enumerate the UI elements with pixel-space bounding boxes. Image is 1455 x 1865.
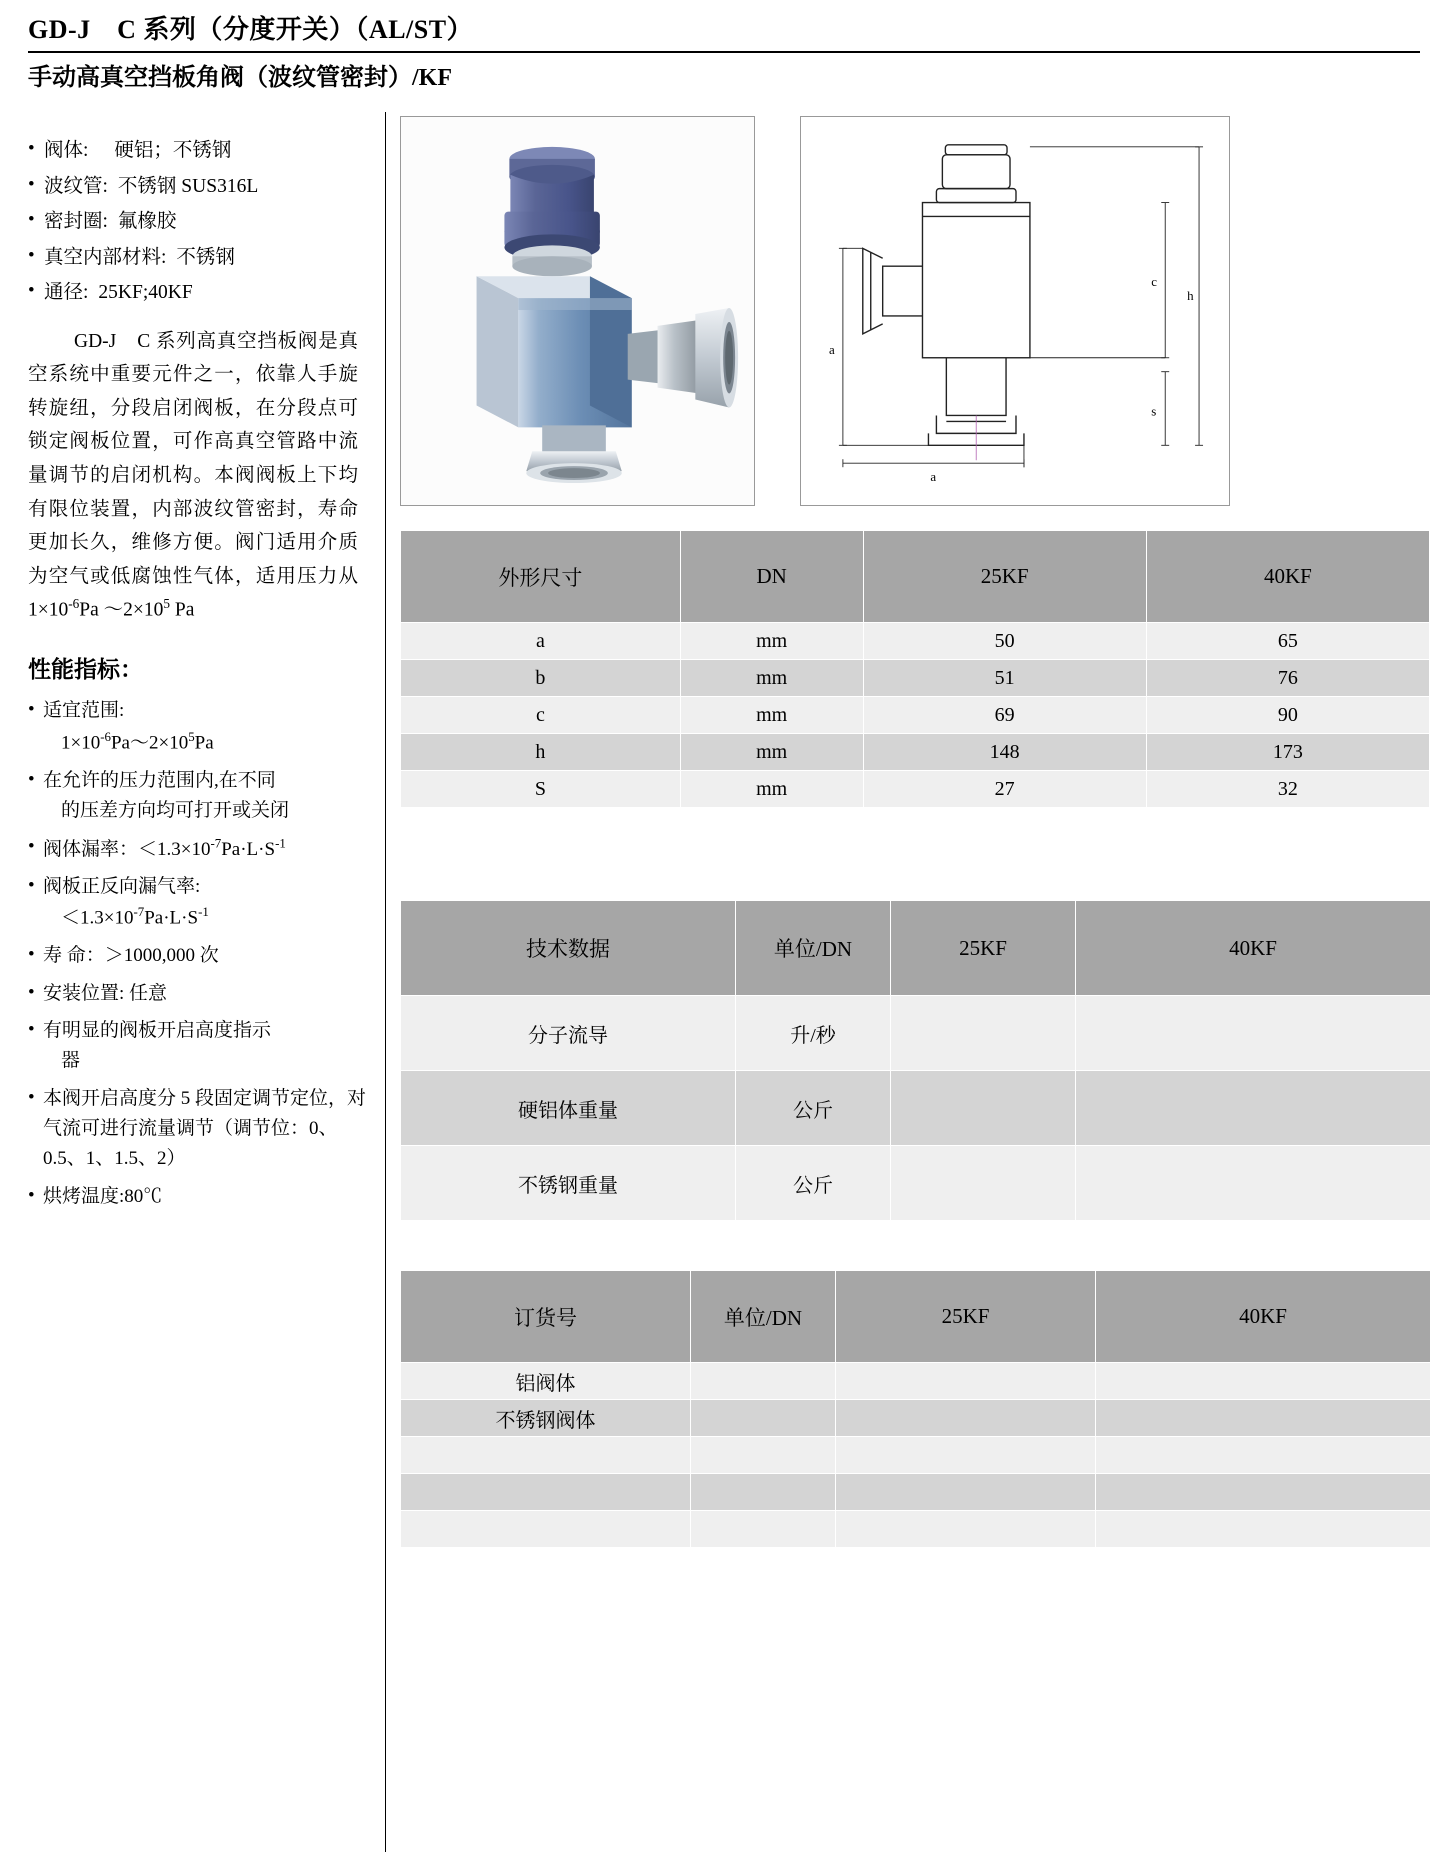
table-row [401,623,1430,660]
product-photo [400,116,755,506]
performance-list [28,696,368,1212]
cell [891,996,1076,1071]
cell: 27 [863,771,1146,808]
cell [1096,1363,1431,1400]
list-item [28,1016,368,1077]
spec-value-4: 25KF;40KF [98,282,193,304]
col-header-0: 外形尺寸 [401,531,681,623]
cell: 90 [1146,697,1429,734]
cell: 32 [1146,771,1429,808]
left-column [28,135,368,1219]
col-header-1: 单位/DN [736,901,891,996]
description-text: GD-J C 系列高真空挡板阀是真空系统中重要元件之一，依靠人手旋转旋纽，分段启闭阀板，在分段点可锁定阀板位置，可作高真空管路中流量调节的启闭机构。本阀阀板上下均有限位装置，内部波纹管密封，寿命更加长久，维修方便。阀门适用介质为空气或低腐蚀性气体，适用压力从 [28,330,358,587]
cell: mm [680,771,863,808]
list-item [28,979,368,1009]
spec-value-1: 不锈钢 SUS316L [117,175,259,197]
cell [1076,1146,1431,1221]
perf-text-6: 有明显的阀板开启高度指示 [43,1019,272,1041]
cell: 173 [1146,734,1429,771]
spec-value-3: 不锈钢 [176,246,235,268]
spec-label-3: 真空内部材料: [44,246,167,268]
title-divider [28,51,1420,53]
table-row [401,1437,1431,1474]
col-header-3: 40KF [1096,1271,1431,1363]
cell: a [401,623,681,660]
cell: b [401,660,681,697]
list-item [28,872,368,934]
cell [691,1511,836,1548]
cell [1076,996,1431,1071]
performance-title: 性能指标： [28,657,143,683]
table-row [401,1146,1431,1221]
perf-text-3: 阀板正反向漏气率: [43,876,201,898]
cell: 不锈钢阀体 [401,1400,691,1437]
cell: 分子流导 [401,996,736,1071]
perf-text-8: 烘烤温度:80℃ [43,1185,163,1207]
list-item [28,1084,368,1175]
perf-text-7: 本阀开启高度分 5 段固定调节定位，对气流可进行流量调节（调节位：0、0.5、1、1.5、2） [43,1087,367,1170]
dim-label-c: c [1151,274,1158,290]
perf-text-5: 安装位置: 任意 [43,982,168,1004]
cell: mm [680,697,863,734]
cell [836,1474,1096,1511]
page-title: GD-J C 系列（分度开关）（AL/ST） [28,15,474,44]
cell [691,1437,836,1474]
table-row [401,1363,1431,1400]
list-item [28,696,368,758]
spec-value-2: 氟橡胶 [117,211,177,233]
list-item [28,242,368,274]
valve-dimension-drawing [801,117,1229,505]
cell: 69 [863,697,1146,734]
table-header-row [401,531,1430,623]
list-item [28,941,368,971]
perf-sub-0: $1\times 10^{-6}Pa\sim 2\times 10^5Pa$ [61,728,214,754]
cell [691,1474,836,1511]
cell: 公斤 [736,1146,891,1221]
cell [836,1511,1096,1548]
cell [891,1071,1076,1146]
table-order-numbers [400,1270,1431,1548]
cell [1096,1400,1431,1437]
cell: mm [680,660,863,697]
dim-label-h: h [1187,288,1194,304]
valve-photo-illustration [401,117,754,505]
column-divider [385,112,386,1852]
cell: h [401,734,681,771]
spec-label-4: 通径: [44,282,89,304]
table-row [401,660,1430,697]
table-technical-data [400,900,1431,1221]
perf-sub-6: 器 [61,1050,81,1072]
cell: 不锈钢重量 [401,1146,736,1221]
perf-text-1: 在允许的压力范围内,在不同 [43,769,276,791]
table-row [401,734,1430,771]
spec-label-1: 波纹管: [44,175,108,197]
table-row [401,771,1430,808]
cell [1096,1511,1431,1548]
table-header-row [401,901,1431,996]
list-item [28,206,368,238]
cell: mm [680,623,863,660]
dim-label-a-bottom: a [930,469,937,485]
table-dimensions [400,530,1430,808]
list-item [28,277,368,309]
perf-text-2: 阀体漏率：$<1.3\times 10^{-7}Pa\cdot L\cdot S^{-1}$ [43,835,286,860]
col-header-3: 40KF [1146,531,1429,623]
dim-label-a-left: a [828,341,835,357]
col-header-2: 25KF [863,531,1146,623]
cell: S [401,771,681,808]
cell: c [401,697,681,734]
cell [1076,1071,1431,1146]
spec-list [28,135,368,309]
cell: 76 [1146,660,1429,697]
cell: 51 [863,660,1146,697]
cell [1096,1474,1431,1511]
col-header-0: 技术数据 [401,901,736,996]
col-header-1: DN [680,531,863,623]
col-header-3: 40KF [1076,901,1431,996]
cell [836,1437,1096,1474]
perf-sub-3: $<1.3\times 10^{-7}Pa\cdot L\cdot S^{-1}$ [61,904,209,929]
spec-value-0: 硬铝；不锈钢 [114,140,232,161]
cell: 升/秒 [736,996,891,1071]
cell: 65 [1146,623,1429,660]
perf-text-4: 寿 命：＞1000,000 次 [43,945,219,967]
cell [691,1400,836,1437]
col-header-1: 单位/DN [691,1271,836,1363]
cell [836,1363,1096,1400]
perf-sub-1: 的压差方向均可打开或关闭 [61,799,290,821]
spec-label-2: 密封圈: [44,211,108,233]
table-row [401,996,1431,1071]
table-row [401,1474,1431,1511]
list-item [28,135,368,167]
description-tail: Pa [174,599,195,621]
cell [401,1474,691,1511]
cell: 148 [863,734,1146,771]
col-header-0: 订货号 [401,1271,691,1363]
dim-label-s: s [1151,403,1157,419]
cell: 铝阀体 [401,1363,691,1400]
table-row [401,1400,1431,1437]
cell [836,1400,1096,1437]
spec-label-0: 阀体: [44,140,89,161]
page-header [28,14,1428,94]
cell: 硬铝体重量 [401,1071,736,1146]
col-header-2: 25KF [836,1271,1096,1363]
list-item [28,171,368,203]
description-paragraph: GD-J C 系列高真空挡板阀是真空系统中重要元件之一，依靠人手旋转旋纽，分段启闭阀板，在分段点可锁定阀板位置，可作高真空管路中流量调节的启闭机构。本阀阀板上下均有限位装置，内部波纹管密封，寿命更加长久，维修方便。阀门适用介质为空气或低腐蚀性气体，适用压力从 $1\times 10^{-6}Pa$ $\sim 2\times 10^5$ Pa [28,330,358,621]
technical-drawing [800,116,1230,506]
cell [891,1146,1076,1221]
cell [401,1511,691,1548]
table-header-row [401,1271,1431,1363]
table-row [401,1511,1431,1548]
list-item [28,766,368,827]
cell [401,1437,691,1474]
cell: 公斤 [736,1071,891,1146]
cell [691,1363,836,1400]
page-subtitle: 手动高真空挡板角阀（波纹管密封）/KF [28,64,452,91]
cell [1096,1437,1431,1474]
table-row [401,697,1430,734]
cell: mm [680,734,863,771]
table-row [401,1071,1431,1146]
col-header-2: 25KF [891,901,1076,996]
list-item [28,1182,368,1212]
cell: 50 [863,623,1146,660]
list-item [28,833,368,865]
perf-text-0: 适宜范围: [43,700,125,722]
